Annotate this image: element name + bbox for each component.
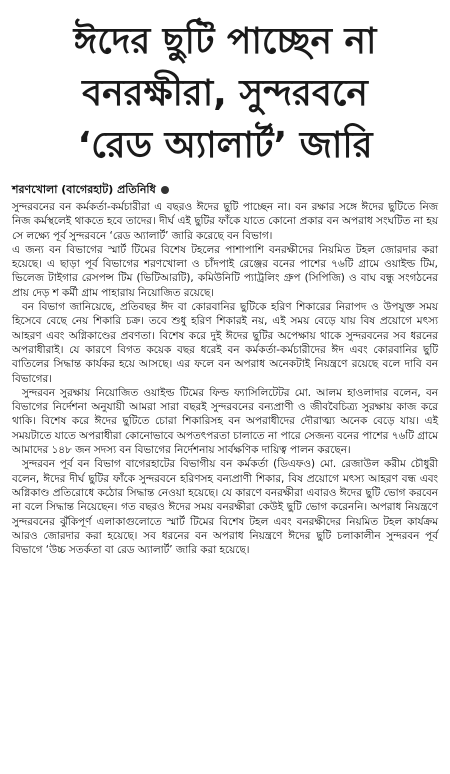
paragraph: সুন্দরবন সুরক্ষায় নিয়োজিত ওয়াইল্ড টিমের ফিল্ড ফ্যাসিলিটেটর মো. আলম হাওলাদার বলেন, বন বিভাগের নির্দেশনা অনুযায়ী আমরা সারা বছরই সুন্দরবনের বন্যপ্রাণী ও জীববৈচিত্র্য সুরক্ষায় কাজ করে থাকি। বিশেষ করে ঈদের ছুটিতে চোরা শিকারিসহ বন অপরাধীদের দৌরাত্ম্য অনেক বেড়ে যায়। এই সময়টাতে যাতে অপরাধীরা কোনোভাবে অপতৎপরতা চালাতে না পারে সেজন্য বনের পাশের ৭৬টি গ্রামে আমাদের ১৪৮ জন সদস্য বন বিভাগের নির্দেশনায় সার্বক্ষণিক দায়িত্ব পালন করছেন। bbox=[12, 386, 438, 457]
headline-line-3: ‘রেড অ্যালার্ট’ জারি bbox=[77, 125, 373, 166]
byline bbox=[12, 182, 442, 198]
paragraph: সুন্দরবন পূর্ব বন বিভাগ বাগেরহাটের বিভাগীয় বন কর্মকর্তা (ডিএফও) মো. রেজাউল করীম চৌধুরী বলেন, ঈদের দীর্ঘ ছুটির ফাঁকে সুন্দরবনে হরিণসহ বন্যপ্রাণী শিকার, বিষ প্রয়োগে মৎস্য আহরণ বন্ধ এবং অগ্নিকাণ্ড প্রতিরোধে কঠোর সিদ্ধান্ত নেওয়া হয়েছে। যে কারণে বনরক্ষীরা এবারও ঈদের ছুটি ভোগ করবেন না বলে সিদ্ধান্ত নিয়েছেন। গত বছরও ঈদের সময় বনরক্ষীরা কেউই ছুটি ভোগ করেননি। অপরাধ নিয়ন্ত্রণে সুন্দরবনের ঝুঁকিপূর্ণ এলাকাগুলোতে স্মার্ট টিমের বিশেষ টহল এবং বনরক্ষীদের নিয়মিত টহল কার্যক্রম আরও জোরদার করা হয়েছে। সব ধরনের বন অপরাধ নিয়ন্ত্রণে ঈদের ছুটি চলাকালীন সুন্দরবন পূর্ব বিভাগে ‘উচ্চ সতর্কতা বা রেড অ্যালার্ট’ জারি করা হয়েছে। bbox=[12, 458, 438, 557]
headline-line-1: ঈদের ছুটি পাচ্ছেন না bbox=[73, 21, 377, 62]
paragraph: সুন্দরবনের বন কর্মকর্তা-কর্মচারীরা এ বছরও ঈদের ছুটি পাচ্ছেন না। বন রক্ষার সঙ্গে ঈদের ছুটিতে নিজ নিজ কর্মস্থলেই থাকতে হবে তাদের। দীর্ঘ এই ছুটির ফাঁকে যাতে কোনো প্রকার বন অপরাধ সংঘটিত না হয় সে লক্ষ্যে পূর্ব সুন্দরবনে ‘রেড অ্যালার্ট’ জারি করেছে বন বিভাগ। bbox=[12, 201, 438, 242]
bullet-dot-icon bbox=[161, 186, 169, 194]
paragraph: এ জন্য বন বিভাগের স্মার্ট টিমের বিশেষ টহলের পাশাপাশি বনরক্ষীদের নিয়মিত টহল জোরদার করা হয়েছে। এ ছাড়া পূর্ব বিভাগের শরণখোলা ও চাঁদপাই রেঞ্জের বনের পাশের ৭৬টি গ্রামে ওয়াইল্ড টিম, ভিলেজ টাইগার রেসপন্স টিম (ভিটিআরটি), কমিউনিটি প্যাট্রলিং গ্রুপ (সিপিজি) ও বাঘ বন্ধু সংগঠনের প্রায় দেড় শ কর্মী গ্রাম পাহারায় নিয়োজিত রয়েছে। bbox=[12, 243, 438, 299]
article-body bbox=[12, 200, 438, 557]
paragraph: বন বিভাগ জানিয়েছে, প্রতিবছর ঈদ বা কোরবানির ছুটিকে হরিণ শিকারের নিরাপদ ও উপযুক্ত সময় হিসেবে বেছে নেয় শিকারি চক্র। তবে শুধু হরিণ শিকারই নয়, এই সময় বেড়ে যায় বিষ প্রয়োগে মৎস্য আহরণ এবং অগ্নিকাণ্ডের প্রবণতা। বিশেষ করে দুই ঈদের ছুটির অপেক্ষায় থাকে সুন্দরবনের সব ধরনের অপরাধীরাই। যে কারণে বিগত কয়েক বছর ধরেই বন কর্মকর্তা-কর্মচারীদের ঈদ এবং কোরবানির ছুটি বাতিলের সিদ্ধান্ত কার্যকর হয়ে আসছে। এর ফলে বন অপরাধ অনেকটাই নিয়ন্ত্রণে রয়েছে বলে দাবি বন বিভাগের। bbox=[12, 301, 438, 385]
byline-text: শরণখোলা (বাগেরহাট) প্রতিনিধি bbox=[12, 182, 156, 196]
headline bbox=[8, 16, 442, 172]
headline-line-2: বনরক্ষীরা, সুন্দরবনে bbox=[82, 73, 368, 114]
